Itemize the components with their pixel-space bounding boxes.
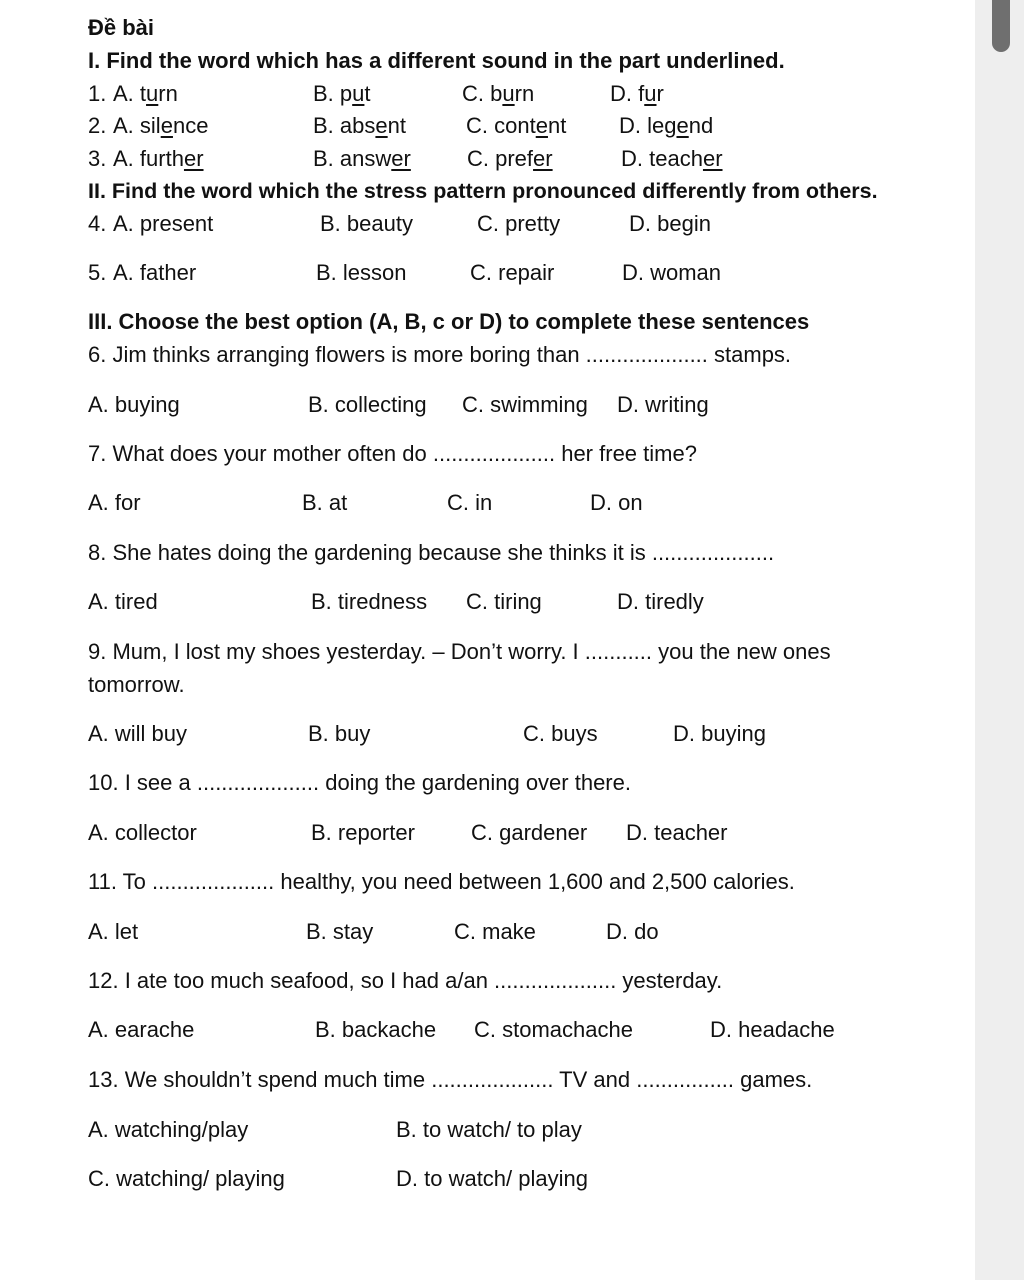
option-d: D. begin [629, 211, 711, 236]
option-c: C. swimming [462, 392, 588, 417]
section-3-heading: III. Choose the best option (A, B, c or D) to complete these sentences [88, 309, 810, 334]
option-c: C. stomachache [474, 1017, 633, 1042]
scrollbar-thumb[interactable] [992, 0, 1010, 52]
question-3: 3. A. further B. answer C. prefer D. teacher [88, 146, 723, 171]
option-b: B. tiredness [311, 589, 428, 614]
question-4: 4. A. present B. beauty C. pretty D. begin [88, 211, 711, 236]
option-d: D. woman [622, 260, 722, 285]
option-b: B. absent [313, 113, 407, 138]
option-b: B. answer [313, 146, 411, 171]
option-c: C. make [454, 919, 536, 944]
section-1-heading: I. Find the word which has a different sound in the part underlined. [88, 48, 785, 73]
option-a: A. for [88, 490, 141, 515]
option-d: D. do [606, 919, 659, 944]
option-d: D. teacher [621, 146, 723, 171]
option-c: C. gardener [471, 820, 588, 845]
question-12-text: 12. I ate too much seafood, so I had a/an .................... yesterday. [88, 968, 723, 993]
option-c: C. repair [470, 260, 555, 285]
option-c: C. prefer [467, 146, 553, 171]
option-d: D. fur [610, 81, 664, 106]
option-b: B. reporter [311, 820, 415, 845]
option-a: A. turn [113, 81, 178, 106]
option-a: A. earache [88, 1017, 195, 1042]
option-a: A. collector [88, 820, 197, 845]
option-b: B. collecting [308, 392, 427, 417]
option-d: D. legend [619, 113, 714, 138]
page-title: Đề bài [88, 15, 155, 40]
option-b: B. lesson [316, 260, 407, 285]
option-b: B. at [302, 490, 348, 515]
scrollbar-track[interactable] [975, 0, 1024, 1280]
option-d: D. on [590, 490, 643, 515]
option-a: A. further [113, 146, 204, 171]
option-a: A. father [113, 260, 197, 285]
option-d: D. to watch/ playing [396, 1166, 588, 1191]
question-10-text: 10. I see a .................... doing the gardening over there. [88, 770, 631, 795]
option-a: A. silence [113, 113, 209, 138]
question-8-text: 8. She hates doing the gardening because she thinks it is .................... [88, 540, 775, 565]
option-d: D. headache [710, 1017, 835, 1042]
option-d: D. buying [673, 721, 766, 746]
option-d: D. teacher [626, 820, 728, 845]
section-2-heading: II. Find the word which the stress pattern pronounced differently from others. [88, 179, 878, 203]
option-d: D. writing [617, 392, 709, 417]
option-b: B. beauty [320, 211, 413, 236]
question-7-text: 7. What does your mother often do .................... her free time? [88, 441, 697, 466]
option-b: B. put [313, 81, 371, 106]
option-a: A. tired [88, 589, 158, 614]
option-a: A. watching/play [88, 1117, 249, 1142]
option-c: C. content [466, 113, 567, 138]
option-b: B. backache [315, 1017, 437, 1042]
option-d: D. tiredly [617, 589, 704, 614]
question-5: 5. A. father B. lesson C. repair D. woman [88, 260, 722, 285]
option-b: B. to watch/ to play [396, 1117, 582, 1142]
option-c: C. burn [462, 81, 535, 106]
question-1: 1. A. turn B. put C. burn D. fur [88, 81, 664, 106]
option-a: A. buying [88, 392, 180, 417]
option-c: C. pretty [477, 211, 561, 236]
option-a: A. present [113, 211, 214, 236]
option-a: A. will buy [88, 721, 188, 746]
option-b: B. stay [306, 919, 374, 944]
question-13-text: 13. We shouldn’t spend much time .................... TV and ................ games. [88, 1067, 813, 1092]
option-a: A. let [88, 919, 139, 944]
question-9-text: 9. Mum, I lost my shoes yesterday. – Don’t worry. I ........... you the new ones [88, 639, 831, 664]
option-b: B. buy [308, 721, 371, 746]
question-2: 2. A. silence B. absent C. content D. legend [88, 113, 714, 138]
option-c: C. watching/ playing [88, 1166, 285, 1191]
option-c: C. buys [523, 721, 598, 746]
option-c: C. tiring [466, 589, 542, 614]
question-11-text: 11. To .................... healthy, you need between 1,600 and 2,500 calories. [88, 869, 795, 894]
option-c: C. in [447, 490, 493, 515]
question-6-text: 6. Jim thinks arranging flowers is more boring than .................... stamps. [88, 342, 792, 367]
question-9-text-continued: tomorrow. [88, 672, 185, 697]
